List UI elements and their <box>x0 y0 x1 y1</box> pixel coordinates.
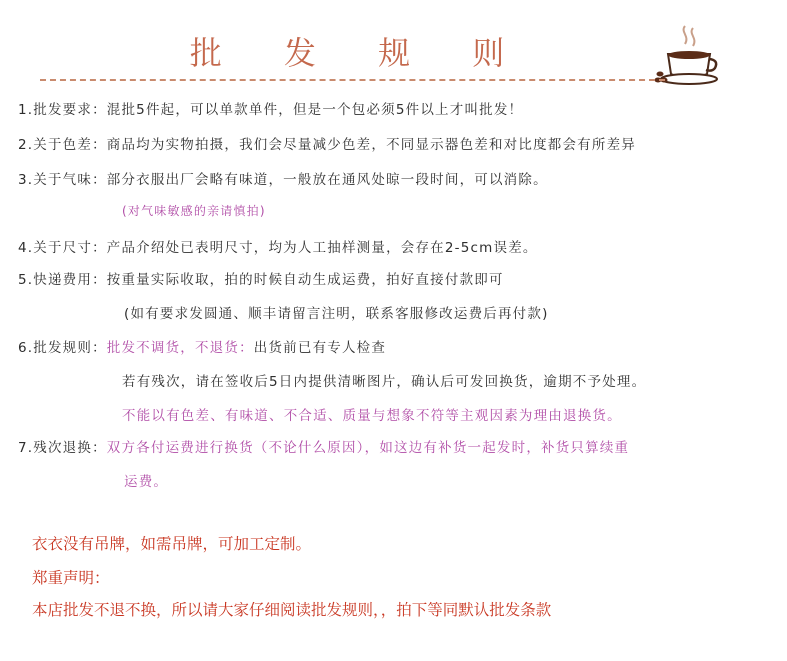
rule-1 <box>18 98 523 118</box>
title-divider <box>40 79 665 81</box>
rule-5-label: 5.快递费用： <box>18 272 107 288</box>
rule-7 <box>18 436 629 456</box>
rule-2 <box>18 133 636 153</box>
footer-tag-note: 衣衣没有吊牌，如需吊牌，可加工定制。 <box>32 535 312 553</box>
rule-4-label: 4.关于尺寸： <box>18 240 107 256</box>
rule-5-text: 按重量实际收取，拍的时候自动生成运费，拍好直接付款即可 <box>106 272 504 288</box>
rule-6-highlight: 批发不调货，不退货： <box>106 340 254 356</box>
rule-2-label: 2.关于色差： <box>18 137 107 153</box>
rule-6-line-2: 若有残次，请在签收后5日内提供清晰图片，确认后可发回换货，逾期不予处理。 <box>122 374 647 390</box>
rule-3-note: (对气味敏感的亲请慎拍) <box>122 204 266 218</box>
rule-7-line-2: 运费。 <box>124 474 169 490</box>
rule-1-label: 1.批发要求： <box>18 102 107 118</box>
rule-2-text: 商品均为实物拍摄，我们会尽量减少色差，不同显示器色差和对比度都会有所差异 <box>106 137 636 153</box>
rule-5-note: (如有要求发圆通、顺丰请留言注明，联系客服修改运费后再付款) <box>124 306 549 322</box>
rule-3-label: 3.关于气味： <box>18 172 107 188</box>
rule-5 <box>18 268 504 288</box>
rule-6-line-3: 不能以有色差、有味道、不合适、质量与想象不符等主观因素为理由退换货。 <box>122 408 622 424</box>
rule-6-label: 6.批发规则： <box>18 340 107 356</box>
rule-1-text: 混批5件起，可以单款单件，但是一个包必须5件以上才叫批发！ <box>106 102 524 118</box>
rule-4-text: 产品介绍处已表明尺寸，均为人工抽样测量，会存在2-5cm误差。 <box>106 240 538 256</box>
footer-declaration-heading: 郑重声明： <box>32 569 110 587</box>
rule-7-label: 7.残次退换： <box>18 440 107 456</box>
rule-6-text: 出货前已有专人检查 <box>253 340 387 356</box>
rule-7-text: 双方各付运费进行换货（不论什么原因），如这边有补货一起发时，补货只算续重 <box>106 440 630 456</box>
rule-3 <box>18 168 548 188</box>
rule-6 <box>18 336 386 356</box>
rule-3-text: 部分衣服出厂会略有味道，一般放在通风处晾一段时间，可以消除。 <box>106 172 548 188</box>
page-title: 批 发 规 则 <box>189 34 531 72</box>
footer-declaration-text: 本店批发不退不换，所以请大家仔细阅读批发规则，，拍下等同默认批发条款 <box>32 601 552 619</box>
rule-4 <box>18 236 538 256</box>
